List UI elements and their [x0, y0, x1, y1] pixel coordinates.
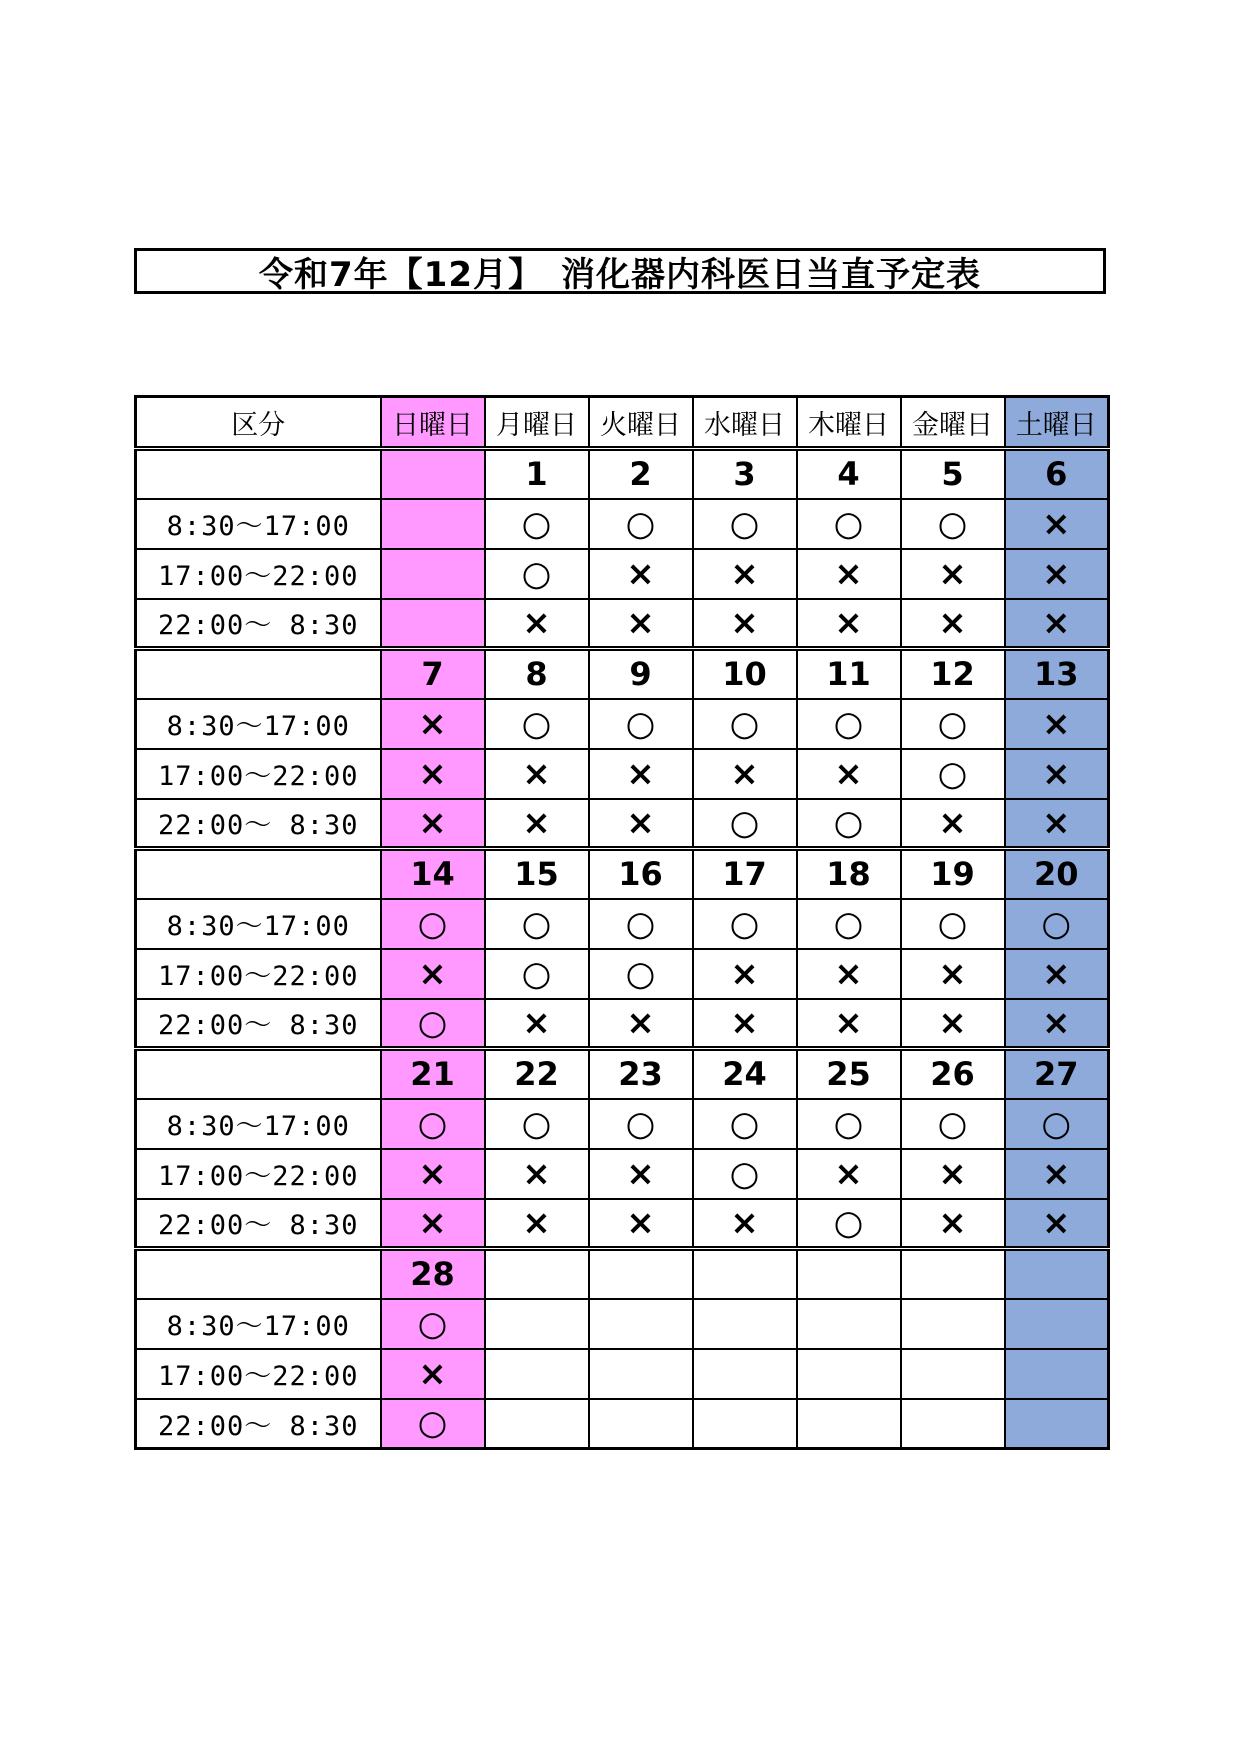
availability-cell: ○	[797, 799, 901, 849]
availability-cell: ○	[485, 899, 589, 949]
availability-cell: ×	[485, 1149, 589, 1199]
availability-cell: ×	[901, 799, 1005, 849]
availability-cell: ×	[485, 999, 589, 1049]
slot-label: 8:30～17:00	[136, 1099, 381, 1149]
availability-cell: ×	[693, 949, 797, 999]
date-cell: 3	[693, 449, 797, 499]
availability-cell	[381, 599, 485, 649]
availability-cell: ×	[381, 949, 485, 999]
availability-cell: ×	[901, 949, 1005, 999]
availability-cell: ×	[1005, 499, 1109, 549]
availability-cell: ○	[485, 499, 589, 549]
availability-cell: ×	[1005, 949, 1109, 999]
header-day-wednesday: 水曜日	[693, 397, 797, 449]
availability-cell: ×	[797, 1149, 901, 1199]
availability-cell: ×	[589, 799, 693, 849]
date-cell	[485, 1249, 589, 1299]
date-cell: 23	[589, 1049, 693, 1099]
availability-cell: ○	[693, 1099, 797, 1149]
date-row	[136, 649, 1109, 699]
availability-cell: ○	[381, 1299, 485, 1349]
availability-cell: ○	[589, 949, 693, 999]
date-cell	[797, 1249, 901, 1299]
slot-row	[136, 699, 1109, 749]
date-row	[136, 849, 1109, 899]
availability-cell	[693, 1299, 797, 1349]
slot-row	[136, 1099, 1109, 1149]
availability-cell: ×	[901, 1199, 1005, 1249]
availability-cell: ×	[589, 1199, 693, 1249]
date-row	[136, 1249, 1109, 1299]
availability-cell: ○	[1005, 1099, 1109, 1149]
date-cell	[381, 449, 485, 499]
availability-cell: ×	[381, 1199, 485, 1249]
date-cell: 12	[901, 649, 1005, 699]
date-cell: 4	[797, 449, 901, 499]
availability-cell: ○	[485, 1099, 589, 1149]
header-day-sunday: 日曜日	[381, 397, 485, 449]
date-cell: 15	[485, 849, 589, 899]
availability-cell: ○	[797, 1199, 901, 1249]
availability-cell	[901, 1299, 1005, 1349]
date-row	[136, 1049, 1109, 1099]
availability-cell	[693, 1399, 797, 1449]
availability-cell: ×	[797, 949, 901, 999]
availability-cell: ×	[1005, 749, 1109, 799]
date-cell: 25	[797, 1049, 901, 1099]
availability-cell: ○	[589, 499, 693, 549]
availability-cell	[485, 1399, 589, 1449]
date-cell: 2	[589, 449, 693, 499]
date-cell: 6	[1005, 449, 1109, 499]
date-cell: 18	[797, 849, 901, 899]
slot-label: 17:00～22:00	[136, 1349, 381, 1399]
slot-row	[136, 999, 1109, 1049]
date-cell: 17	[693, 849, 797, 899]
header-row	[136, 397, 1109, 449]
slot-row	[136, 899, 1109, 949]
availability-cell: ×	[381, 749, 485, 799]
slot-label: 17:00～22:00	[136, 949, 381, 999]
date-cell: 24	[693, 1049, 797, 1099]
date-cell: 16	[589, 849, 693, 899]
availability-cell: ×	[797, 999, 901, 1049]
slot-row	[136, 799, 1109, 849]
availability-cell: ×	[693, 1199, 797, 1249]
availability-cell: ×	[901, 549, 1005, 599]
availability-cell: ×	[589, 549, 693, 599]
header-day-monday: 月曜日	[485, 397, 589, 449]
slot-label: 22:00～ 8:30	[136, 1199, 381, 1249]
availability-cell: ×	[1005, 999, 1109, 1049]
date-cell: 21	[381, 1049, 485, 1099]
date-cell: 11	[797, 649, 901, 699]
availability-cell: ○	[381, 999, 485, 1049]
availability-cell: ×	[485, 749, 589, 799]
slot-label: 8:30～17:00	[136, 1299, 381, 1349]
availability-cell: ○	[381, 1399, 485, 1449]
date-row-label	[136, 449, 381, 499]
slot-label: 22:00～ 8:30	[136, 599, 381, 649]
slot-row	[136, 1349, 1109, 1399]
slot-label: 17:00～22:00	[136, 749, 381, 799]
availability-cell: ×	[589, 599, 693, 649]
date-cell	[589, 1249, 693, 1299]
header-day-friday: 金曜日	[901, 397, 1005, 449]
availability-cell: ×	[693, 999, 797, 1049]
availability-cell	[901, 1349, 1005, 1399]
availability-cell: ○	[693, 899, 797, 949]
header-day-thursday: 木曜日	[797, 397, 901, 449]
availability-cell: ○	[901, 1099, 1005, 1149]
slot-row	[136, 1399, 1109, 1449]
availability-cell: ○	[589, 1099, 693, 1149]
slot-label: 17:00～22:00	[136, 1149, 381, 1199]
availability-cell: ○	[1005, 899, 1109, 949]
date-cell: 27	[1005, 1049, 1109, 1099]
slot-row	[136, 1149, 1109, 1199]
schedule-table	[134, 395, 1110, 1450]
availability-cell: ○	[485, 699, 589, 749]
availability-cell: ○	[589, 699, 693, 749]
availability-cell: ○	[485, 949, 589, 999]
availability-cell: ×	[1005, 549, 1109, 599]
slot-label: 8:30～17:00	[136, 699, 381, 749]
availability-cell: ○	[797, 899, 901, 949]
date-cell: 13	[1005, 649, 1109, 699]
availability-cell: ○	[693, 699, 797, 749]
availability-cell: ×	[485, 1199, 589, 1249]
availability-cell	[381, 499, 485, 549]
availability-cell: ×	[589, 1149, 693, 1199]
date-cell: 22	[485, 1049, 589, 1099]
availability-cell	[797, 1399, 901, 1449]
availability-cell: ○	[797, 699, 901, 749]
availability-cell: ○	[797, 499, 901, 549]
availability-cell: ×	[1005, 1199, 1109, 1249]
availability-cell: ×	[693, 549, 797, 599]
date-row-label	[136, 849, 381, 899]
availability-cell: ×	[589, 749, 693, 799]
availability-cell: ×	[1005, 599, 1109, 649]
availability-cell: ×	[693, 749, 797, 799]
date-cell: 26	[901, 1049, 1005, 1099]
availability-cell: ○	[485, 549, 589, 599]
availability-cell: ×	[797, 599, 901, 649]
date-cell: 20	[1005, 849, 1109, 899]
availability-cell: ×	[901, 599, 1005, 649]
date-cell	[901, 1249, 1005, 1299]
availability-cell	[1005, 1349, 1109, 1399]
availability-cell	[1005, 1299, 1109, 1349]
header-kubun: 区分	[136, 397, 381, 449]
availability-cell	[589, 1349, 693, 1399]
availability-cell	[381, 549, 485, 599]
date-cell: 28	[381, 1249, 485, 1299]
availability-cell: ×	[1005, 699, 1109, 749]
date-cell: 1	[485, 449, 589, 499]
availability-cell	[693, 1349, 797, 1399]
slot-label: 22:00～ 8:30	[136, 999, 381, 1049]
availability-cell: ×	[589, 999, 693, 1049]
header-day-saturday: 土曜日	[1005, 397, 1109, 449]
availability-cell: ×	[901, 1149, 1005, 1199]
availability-cell: ×	[797, 549, 901, 599]
slot-label: 17:00～22:00	[136, 549, 381, 599]
availability-cell: ○	[901, 749, 1005, 799]
slot-label: 8:30～17:00	[136, 499, 381, 549]
availability-cell: ○	[901, 499, 1005, 549]
availability-cell: ○	[693, 799, 797, 849]
availability-cell: ×	[797, 749, 901, 799]
availability-cell: ×	[381, 1349, 485, 1399]
date-cell	[693, 1249, 797, 1299]
date-cell: 7	[381, 649, 485, 699]
page-title: 令和7年【12月】 消化器内科医日当直予定表	[134, 248, 1106, 294]
availability-cell	[485, 1349, 589, 1399]
slot-row	[136, 499, 1109, 549]
date-cell: 19	[901, 849, 1005, 899]
date-cell: 5	[901, 449, 1005, 499]
slot-label: 22:00～ 8:30	[136, 799, 381, 849]
availability-cell	[589, 1299, 693, 1349]
availability-cell: ×	[901, 999, 1005, 1049]
date-cell	[1005, 1249, 1109, 1299]
slot-label: 22:00～ 8:30	[136, 1399, 381, 1449]
availability-cell: ×	[693, 599, 797, 649]
date-row-label	[136, 1049, 381, 1099]
slot-row	[136, 1299, 1109, 1349]
date-cell: 8	[485, 649, 589, 699]
date-cell: 10	[693, 649, 797, 699]
availability-cell: ×	[381, 1149, 485, 1199]
availability-cell: ○	[381, 1099, 485, 1149]
slot-row	[136, 549, 1109, 599]
availability-cell	[901, 1399, 1005, 1449]
availability-cell: ×	[381, 799, 485, 849]
availability-cell	[1005, 1399, 1109, 1449]
availability-cell: ○	[589, 899, 693, 949]
availability-cell: ×	[485, 599, 589, 649]
availability-cell	[485, 1299, 589, 1349]
availability-cell: ×	[381, 699, 485, 749]
availability-cell: ○	[797, 1099, 901, 1149]
availability-cell	[797, 1299, 901, 1349]
availability-cell: ×	[1005, 1149, 1109, 1199]
slot-row	[136, 599, 1109, 649]
availability-cell	[797, 1349, 901, 1399]
date-row-label	[136, 649, 381, 699]
date-cell: 9	[589, 649, 693, 699]
availability-cell: ○	[901, 699, 1005, 749]
availability-cell: ○	[901, 899, 1005, 949]
slot-row	[136, 1199, 1109, 1249]
availability-cell: ○	[381, 899, 485, 949]
availability-cell: ×	[1005, 799, 1109, 849]
date-row	[136, 449, 1109, 499]
availability-cell: ○	[693, 499, 797, 549]
slot-label: 8:30～17:00	[136, 899, 381, 949]
availability-cell	[589, 1399, 693, 1449]
availability-cell: ○	[693, 1149, 797, 1199]
slot-row	[136, 949, 1109, 999]
header-day-tuesday: 火曜日	[589, 397, 693, 449]
slot-row	[136, 749, 1109, 799]
availability-cell: ×	[485, 799, 589, 849]
date-cell: 14	[381, 849, 485, 899]
date-row-label	[136, 1249, 381, 1299]
